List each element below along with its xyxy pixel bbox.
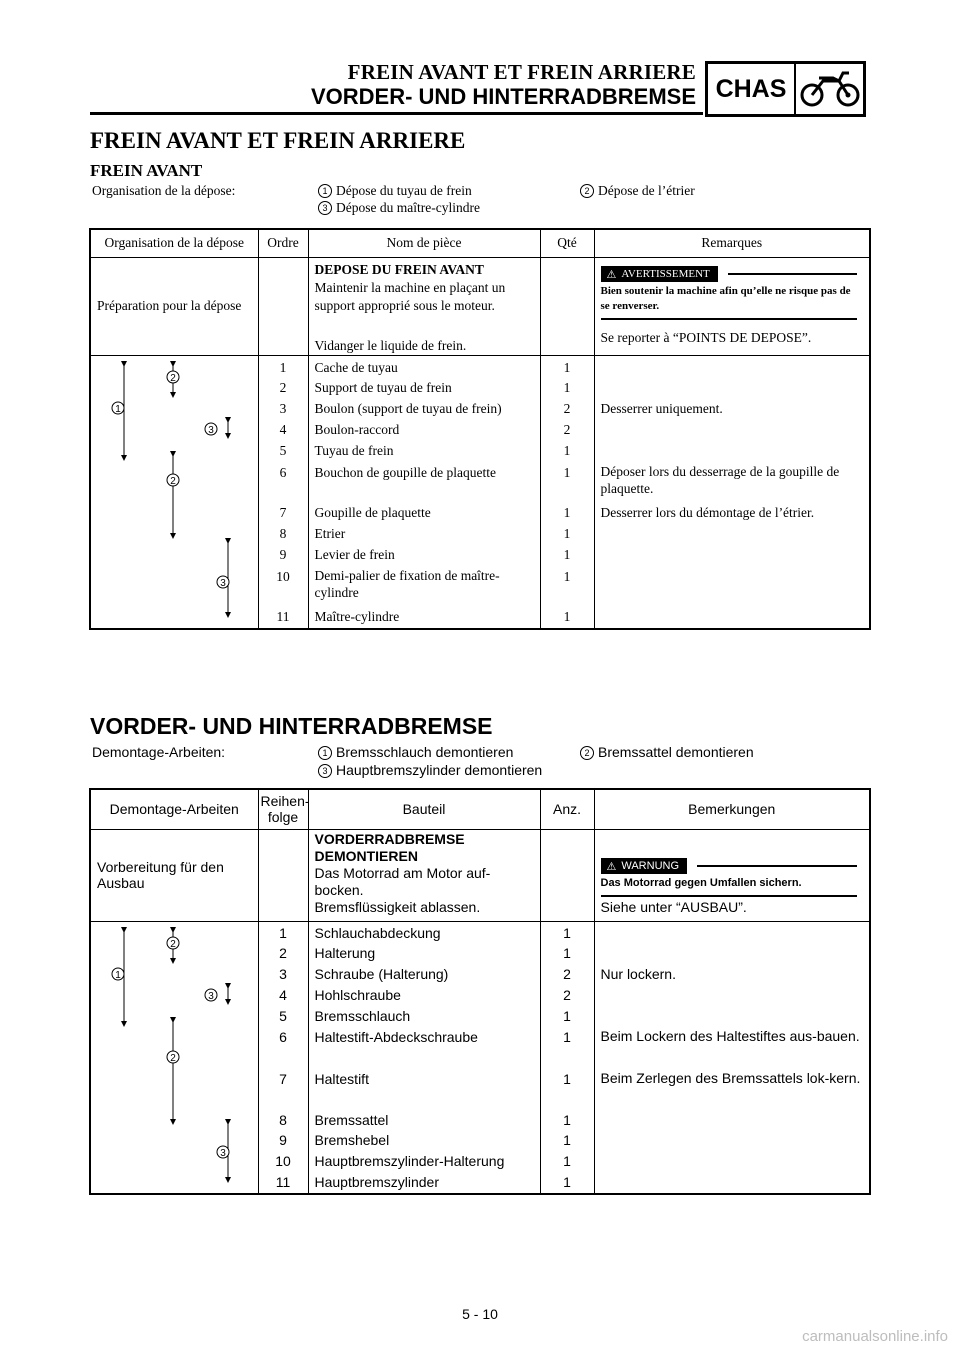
header-title-fr: FREIN AVANT ET FREIN ARRIERE: [347, 60, 696, 84]
warning-text: Das Motorrad gegen Umfallen sichern.: [601, 876, 857, 897]
qty-value: 2: [563, 966, 571, 983]
part-name: Bremssattel: [314, 1111, 389, 1128]
remark: [601, 358, 864, 379]
callout-3: 3: [220, 577, 226, 589]
warning-icon: ⚠: [606, 268, 617, 281]
column-header: Bauteil: [308, 789, 540, 829]
column-header: Demontage-Arbeiten: [90, 789, 258, 829]
part-name: Cache de tuyau: [314, 359, 398, 375]
preparation-row: [90, 257, 870, 355]
remark: [601, 1006, 864, 1027]
order-value: 10: [275, 1153, 291, 1170]
warning-label: WARNUNG: [621, 860, 680, 872]
preparation-step: Maintenir la machine en plaçant un support approprié sous le moteur.: [314, 279, 506, 313]
qty-value: 2: [563, 986, 571, 1003]
callout-2: 2: [170, 1052, 176, 1064]
preparation-step: Vidanger le liquide de frein.: [314, 337, 467, 353]
callout-1: 1: [115, 403, 121, 415]
part-name: Schraube (Halterung): [314, 966, 449, 983]
sequence-diagram: [90, 921, 258, 1194]
column-header: Reihen-folge: [258, 789, 308, 829]
qty-value: 1: [563, 465, 571, 481]
callout-1: 1: [115, 969, 121, 981]
remark-column: [594, 921, 870, 1194]
org-item-2: [580, 183, 695, 199]
part-name: Etrier: [314, 525, 346, 541]
qty-value: 2: [563, 421, 571, 437]
org-item-2: [580, 744, 754, 760]
qty-value: 1: [563, 1153, 571, 1170]
order-value: 4: [279, 986, 287, 1003]
remark: [601, 1172, 864, 1193]
qty-value: 1: [563, 380, 571, 396]
watermark: carmanualsonline.info: [802, 1328, 948, 1345]
qty-value: 1: [563, 609, 571, 625]
remark-column: [594, 355, 870, 629]
column-header: Organisation de la dépose: [90, 229, 258, 257]
qty-column: [540, 921, 594, 1194]
org-item-3: [318, 762, 542, 778]
part-name: Schlauchabdeckung: [314, 924, 441, 941]
callout-3: 3: [208, 424, 214, 436]
callout-2: 2: [170, 938, 176, 950]
callout-1: 1: [318, 746, 332, 760]
remark: [601, 545, 864, 566]
remark: [601, 524, 864, 545]
order-value: 9: [279, 1132, 287, 1149]
order-value: 1: [279, 924, 287, 941]
org-label-de: Demontage-Arbeiten:: [92, 744, 226, 760]
order-value: 6: [279, 1029, 287, 1046]
remark: [601, 1110, 864, 1131]
sequence-diagram: [90, 355, 258, 629]
part-name: Bouchon de goupille de plaquette: [314, 465, 496, 481]
parts-rows: [90, 355, 870, 629]
remark: [601, 378, 864, 399]
order-value: 3: [279, 966, 287, 983]
order-column: [258, 921, 308, 1194]
order-column: [258, 355, 308, 629]
org-item-text: Dépose du tuyau de frein: [336, 183, 472, 198]
remark: [601, 943, 864, 964]
org-item-1: [318, 744, 513, 760]
qty-value: 1: [563, 359, 571, 375]
preparation-step: Bremsflüssigkeit ablassen.: [314, 898, 481, 915]
callout-3: 3: [318, 764, 332, 778]
part-column: [308, 921, 540, 1194]
qty-value: 1: [563, 1007, 571, 1024]
callout-2: 2: [580, 746, 594, 760]
part-name: Support de tuyau de frein: [314, 380, 452, 396]
preparation-title: VORDERRADBREMSE DEMONTIEREN: [314, 830, 465, 864]
table-header-row: [90, 229, 870, 257]
sequence-diagram-arrows: [91, 356, 259, 623]
order-value: 5: [279, 1007, 287, 1024]
order-value: 5: [279, 442, 287, 458]
preparation-step: Das Motorrad am Motor auf-bocken.: [314, 864, 491, 898]
section-title-fr: FREIN AVANT ET FREIN ARRIERE: [90, 128, 466, 153]
qty-value: 2: [563, 401, 571, 417]
header-rule: [90, 112, 703, 115]
remark: [601, 1130, 864, 1151]
qty-value: 1: [563, 1174, 571, 1191]
remark: [601, 565, 864, 607]
remark: [601, 420, 864, 441]
section-badge: [705, 61, 866, 117]
part-column: [308, 355, 540, 629]
remark: [601, 985, 864, 1006]
remark: Beim Zerlegen des Bremssattels lok-kern.: [600, 1070, 861, 1087]
qty-value: 1: [563, 945, 571, 962]
part-name: Bremsschlauch: [314, 1007, 411, 1024]
org-item-text: Dépose de l’étrier: [598, 183, 695, 198]
qty-value: 1: [563, 1029, 571, 1046]
part-name: Goupille de plaquette: [314, 505, 431, 521]
order-value: 6: [279, 465, 287, 481]
warning-box: [601, 266, 857, 320]
sequence-diagram-arrows: [91, 922, 259, 1186]
remark: Beim Lockern des Haltestiftes aus-bauen.: [600, 1028, 860, 1045]
part-name: Demi-palier de fixation de maître-cylindre: [314, 568, 500, 601]
column-header: Anz.: [540, 789, 594, 829]
order-value: 3: [279, 401, 287, 417]
part-name: Levier de frein: [314, 546, 395, 562]
warning-text: Bien soutenir la machine afin qu’elle ne risque pas de se renverser.: [601, 284, 857, 320]
preparation-row: [90, 829, 870, 921]
column-header: Remarques: [594, 229, 870, 257]
order-value: 8: [279, 1111, 287, 1128]
callout-2: 2: [170, 372, 176, 384]
order-value: 11: [276, 609, 290, 625]
warning-box: [601, 858, 857, 897]
order-value: 2: [279, 945, 287, 962]
org-item-text: Bremsschlauch demontieren: [336, 744, 514, 760]
qty-value: 1: [563, 525, 571, 541]
column-header: Bemerkungen: [594, 789, 870, 829]
parts-rows: [90, 921, 870, 1194]
callout-3: 3: [318, 201, 332, 215]
table-header-row: [90, 789, 870, 829]
preparation-remark: Se reporter à “POINTS DE DEPOSE”.: [600, 329, 812, 345]
order-value: 7: [279, 505, 287, 521]
section-code: CHAS: [708, 64, 796, 114]
callout-2: 2: [170, 475, 176, 487]
org-item-text: Bremssattel demontieren: [598, 744, 754, 760]
subsection-title-fr: FREIN AVANT: [90, 161, 203, 180]
qty-value: 1: [563, 442, 571, 458]
part-name: Tuyau de frein: [314, 442, 394, 458]
qty-value: 1: [563, 1071, 571, 1088]
callout-3: 3: [220, 1147, 226, 1159]
qty-value: 1: [563, 1111, 571, 1128]
qty-value: 1: [563, 1132, 571, 1149]
order-value: 11: [275, 1174, 291, 1191]
remark: Desserrer uniquement.: [600, 401, 723, 417]
order-value: 4: [279, 421, 287, 437]
remark: Déposer lors du desserrage de la goupille de plaquette.: [600, 464, 840, 497]
preparation-label: Préparation pour la dépose: [90, 257, 258, 355]
warning-badge: [601, 266, 718, 282]
preparation-title: DEPOSE DU FREIN AVANT: [314, 261, 484, 277]
parts-table-fr: [89, 228, 871, 630]
preparation-remark: Siehe unter “AUSBAU”.: [600, 898, 747, 915]
part-name: Bremshebel: [314, 1132, 390, 1149]
part-name: Maître-cylindre: [314, 609, 400, 625]
part-name: Haltestift: [314, 1071, 369, 1088]
remark: [601, 441, 864, 462]
remark: [601, 1151, 864, 1172]
callout-1: 1: [318, 184, 332, 198]
order-value: 8: [279, 525, 287, 541]
org-item-text: Hauptbremszylinder demontieren: [336, 762, 543, 778]
remark: Nur lockern.: [600, 966, 676, 983]
qty-value: 1: [563, 505, 571, 521]
callout-2: 2: [580, 184, 594, 198]
part-name: Boulon-raccord: [314, 421, 400, 437]
parts-table-de: [89, 788, 871, 1195]
org-item-1: [318, 183, 472, 199]
org-item-text: Dépose du maître-cylindre: [336, 200, 480, 215]
part-name: Hohlschraube: [314, 986, 401, 1003]
qty-value: 1: [563, 924, 571, 941]
order-value: 10: [276, 569, 290, 585]
column-header: Qté: [540, 229, 594, 257]
order-value: 7: [279, 1071, 287, 1088]
warning-badge: [601, 858, 688, 874]
column-header: Ordre: [258, 229, 308, 257]
callout-3: 3: [208, 990, 214, 1002]
warning-label: AVERTISSEMENT: [621, 268, 710, 280]
remark: [601, 923, 864, 944]
column-header: Nom de pièce: [308, 229, 540, 257]
part-name: Halterung: [314, 945, 376, 962]
part-name: Hauptbremszylinder-Halterung: [314, 1153, 505, 1170]
order-value: 9: [279, 546, 287, 562]
page-number: 5 - 10: [462, 1306, 498, 1322]
warning-icon: ⚠: [606, 860, 617, 873]
part-name: Hauptbremszylinder: [314, 1174, 439, 1191]
qty-value: 1: [563, 569, 571, 585]
remark: Desserrer lors du démontage de l’étrier.: [600, 505, 815, 521]
header-title-de: VORDER- UND HINTERRADBREMSE: [310, 84, 696, 109]
org-item-3: [318, 200, 480, 216]
remark: [601, 607, 864, 628]
motorcycle-icon: [796, 64, 863, 114]
order-value: 1: [279, 359, 287, 375]
section-title-de: VORDER- UND HINTERRADBREMSE: [90, 713, 493, 739]
qty-value: 1: [563, 546, 571, 562]
qty-column: [540, 355, 594, 629]
order-value: 2: [279, 380, 287, 396]
org-label-fr: Organisation de la dépose:: [92, 183, 236, 198]
part-name: Boulon (support de tuyau de frein): [314, 401, 502, 417]
part-name: Haltestift-Abdeckschraube: [314, 1029, 478, 1046]
preparation-label: Vorbereitung für den Ausbau: [90, 829, 258, 921]
